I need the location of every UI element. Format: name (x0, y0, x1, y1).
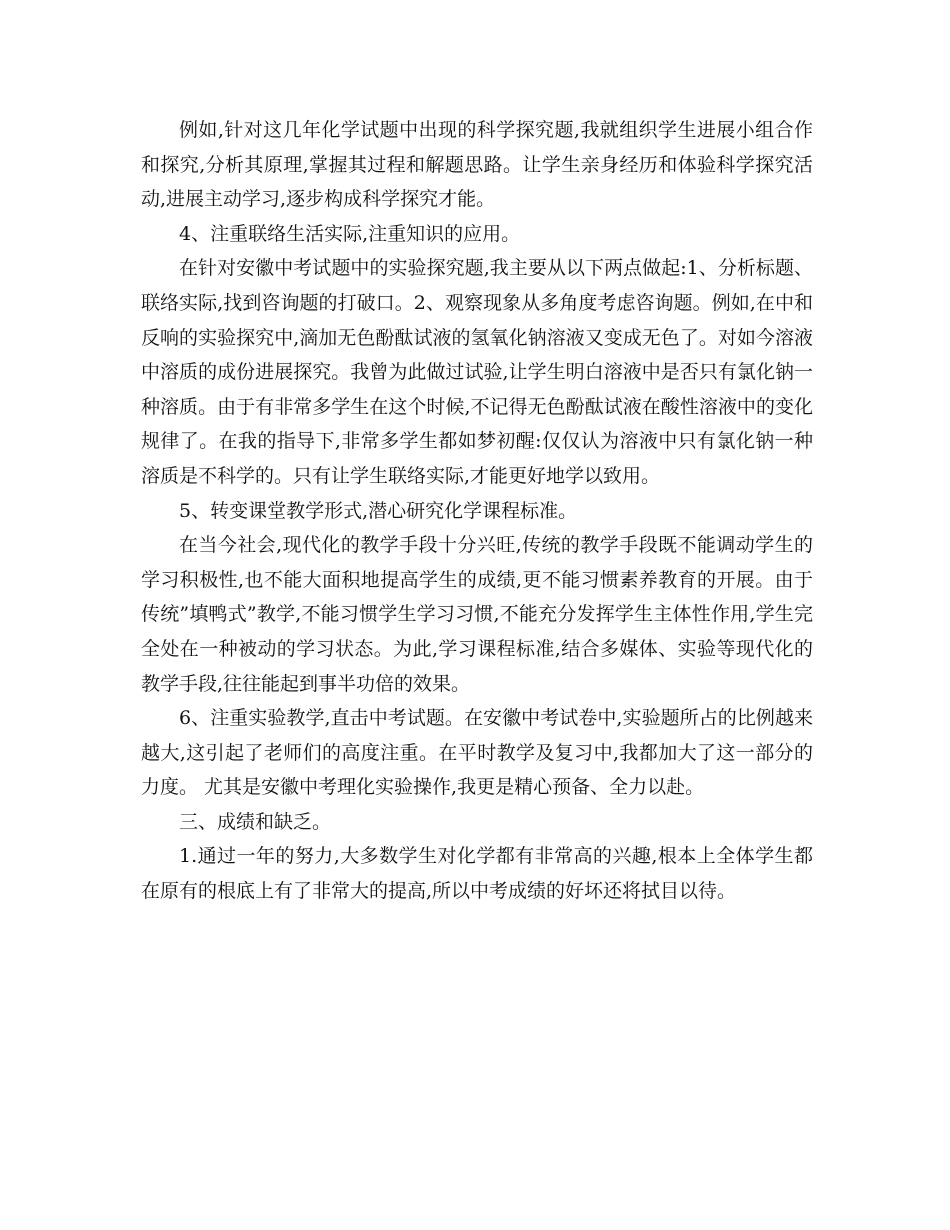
paragraph-experiment-inquiry: 在针对安徽中考试题中的实验探究题,我主要从以下两点做起:1、分析标题、联络实际,找到咨询题的打破口。2、观察现象从多角度考虑咨询题。例如,在中和反响的实验探究中,滴加无色酚酞试液的氢氧化钠溶液又变成无色了。对如今溶液中溶质的成份进展探究。我曾为此做过试验,让学生明白溶液中是否只有氯化钠一种溶质。由于有非常多学生在这个时候,不记得无色酚酞试液在酸性溶液中的变化规律了。在我的指导下,非常多学生都如梦初醒:仅仅认为溶液中只有氯化钠一种溶质是不科学的。只有让学生联络实际,才能更好地学以致用。 (141, 257, 813, 487)
document-page (141, 113, 813, 909)
heading-section-3: 三、成绩和缺乏。 (179, 810, 332, 833)
paragraph-inquiry-example: 例如,针对这几年化学试题中出现的科学探究题,我就组织学生进展小组合作和探究,分析其原理,掌握其过程和解题思路。让学生亲身经历和体验科学探究活动,进展主动学习,逐步构成科学探究才能。 (141, 119, 813, 211)
heading-item-4: 4、注重联络生活实际,注重知识的应用。 (179, 222, 521, 245)
paragraph-teaching-methods: 在当今社会,现代化的教学手段十分兴旺,传统的教学手段既不能调动学生的学习积极性,也不能大面积地提高学生的成绩,更不能习惯素养教育的开展。由于传统”填鸭式”教学,不能习惯学生学习习惯,不能充分发挥学生主体性作用,学生完全处在一种被动的学习状态。为此,学习课程标准,结合多媒体、实验等现代化的教学手段,往往能起到事半功倍的效果。 (141, 534, 813, 695)
paragraph-results-1: 1.通过一年的努力,大多数学生对化学都有非常高的兴趣,根本上全体学生都在原有的根底上有了非常大的提高,所以中考成绩的好坏还将拭目以待。 (141, 845, 813, 903)
paragraph-item-6: 6、注重实验教学,直击中考试题。在安徽中考试卷中,实验题所占的比例越来越大,这引起了老师们的高度注重。在平时教学及复习中,我都加大了这一部分的力度。 尤其是安徽中考理化实验操作,我更是精心预备、全力以赴。 (141, 707, 813, 799)
heading-item-5: 5、转变课堂教学形式,潜心研究化学课程标准。 (179, 499, 578, 522)
